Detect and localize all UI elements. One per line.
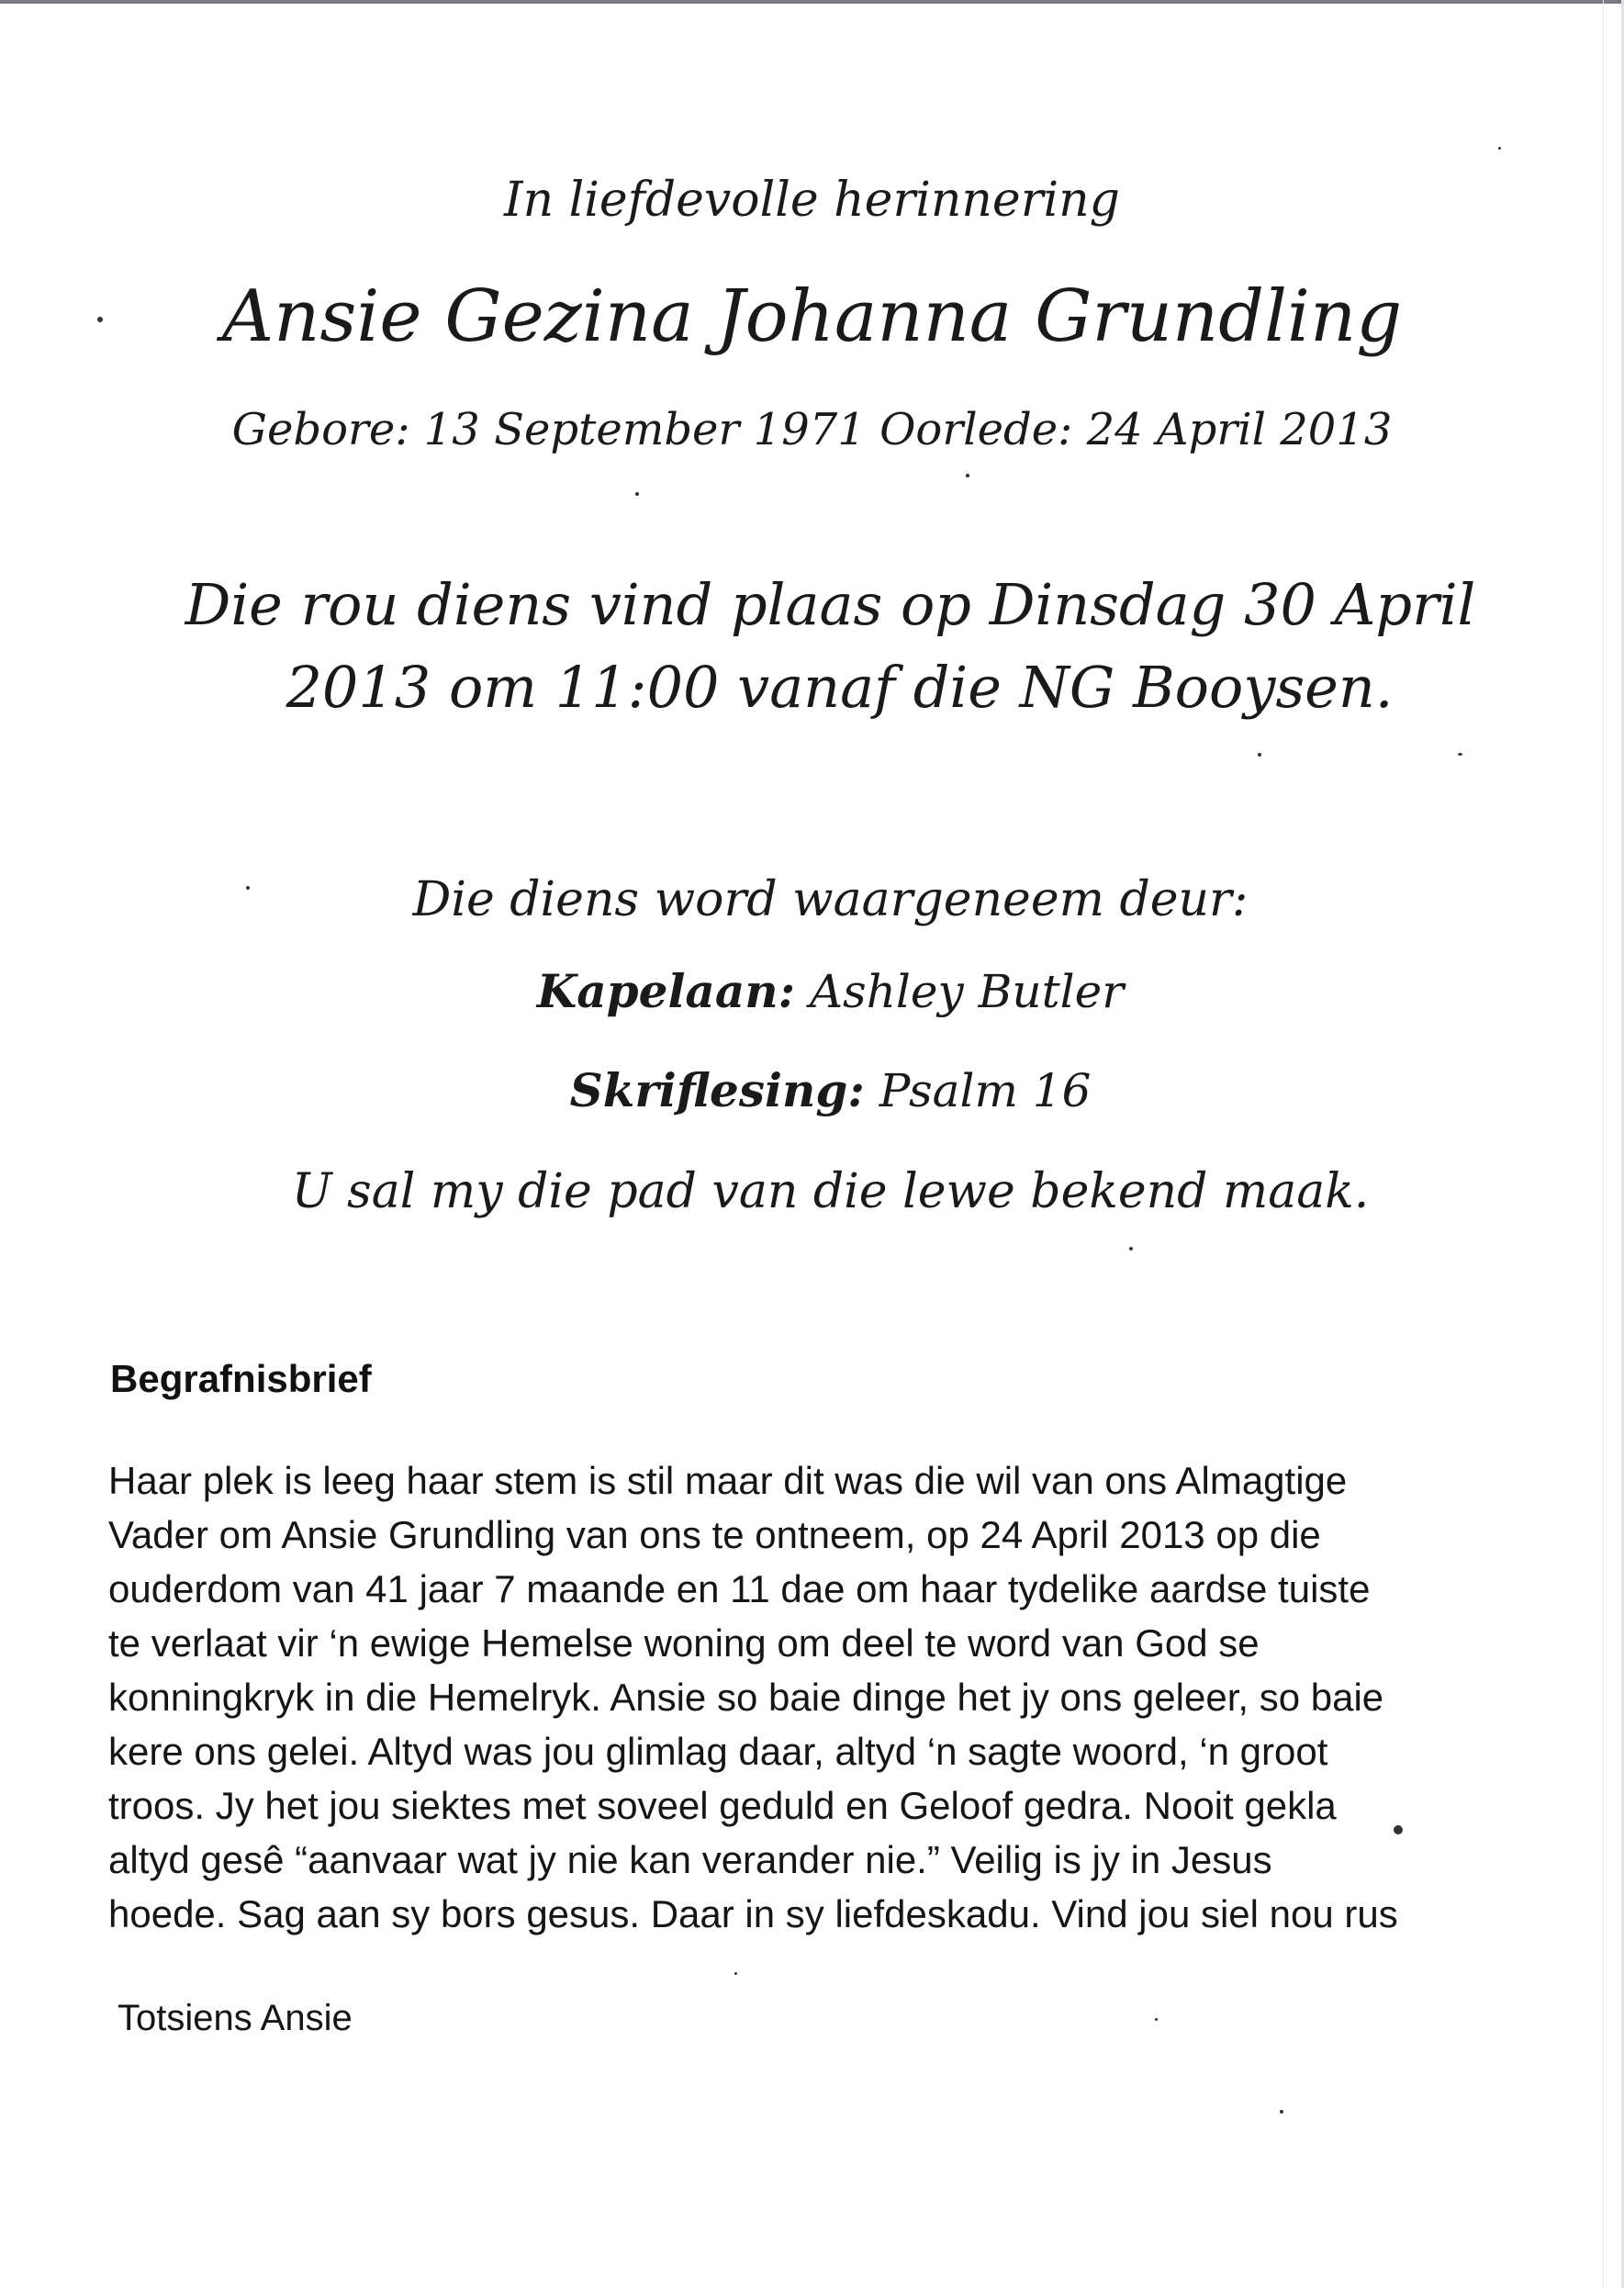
scan-speck bbox=[1129, 1247, 1133, 1251]
officiants-heading: Die diens word waargeneem deur: bbox=[412, 872, 1249, 927]
letter-line: te verlaat vir ‘n ewige Hemelse woning om deel te word van God se bbox=[108, 1621, 1260, 1665]
scripture-label: Skriflesing: bbox=[569, 1063, 865, 1117]
scripture-line bbox=[18, 1063, 1624, 1117]
scan-speck bbox=[1394, 1825, 1403, 1834]
scan-speck bbox=[97, 317, 103, 322]
scan-speck bbox=[1155, 2018, 1158, 2021]
scan-speck bbox=[635, 492, 639, 496]
scan-speck bbox=[1498, 147, 1501, 150]
scan-speck bbox=[734, 1972, 737, 1975]
scan-speck bbox=[1280, 2110, 1283, 2114]
letter-line: hoede. Sag aan sy bors gesus. Daar in sy liefdeskadu. Vind jou siel nou rus bbox=[108, 1892, 1398, 1935]
letter-title: Begrafnisbrief bbox=[110, 1357, 372, 1400]
letter-line: Haar plek is leeg haar stem is stil maar dit was die wil van ons Almagtige bbox=[108, 1459, 1348, 1502]
scan-speck bbox=[1458, 753, 1462, 756]
scan-edge-top bbox=[0, 0, 1624, 4]
letter-line: ouderdom van 41 jaar 7 maande en 11 dae om haar tydelike aardse tuiste bbox=[108, 1567, 1371, 1610]
scripture-reference: Psalm 16 bbox=[879, 1064, 1092, 1117]
letter-line: Vader om Ansie Grundling van ons te ontneem, op 24 April 2013 op die bbox=[108, 1513, 1321, 1556]
letter-signoff: Totsiens Ansie bbox=[118, 1998, 353, 2038]
letter-body bbox=[108, 1453, 1540, 1941]
deceased-name: Ansie Gezina Johanna Grundling bbox=[221, 275, 1403, 358]
letter-line: altyd gesê “aanvaar wat jy nie kan verander nie.” Veilig is jy in Jesus bbox=[108, 1838, 1272, 1881]
chaplain-name: Ashley Butler bbox=[809, 965, 1125, 1018]
birth-death-dates: Gebore: 13 September 1971 Oorlede: 24 April 2013 bbox=[231, 404, 1393, 455]
service-line-1: Die rou diens vind plaas op Dinsdag 30 April bbox=[185, 571, 1476, 638]
letter-line: konningkryk in die Hemelryk. Ansie so baie dinge het jy ons geleer, so baie bbox=[108, 1676, 1384, 1719]
chaplain-line bbox=[18, 964, 1624, 1018]
letter-line: kere ons gelei. Altyd was jou glimlag daar, altyd ‘n sagte woord, ‘n groot bbox=[108, 1730, 1328, 1773]
scan-speck bbox=[966, 474, 969, 477]
scan-speck bbox=[1258, 753, 1261, 757]
scripture-verse: U sal my die pad van die lewe bekend maak. bbox=[291, 1164, 1370, 1219]
memorial-intro: In liefdevolle herinnering bbox=[504, 173, 1120, 228]
service-line-2: 2013 om 11:00 vanaf die NG Booysen. bbox=[286, 654, 1394, 721]
chaplain-label: Kapelaan: bbox=[536, 964, 796, 1018]
letter-line: troos. Jy het jou siektes met soveel geduld en Geloof gedra. Nooit gekla bbox=[108, 1784, 1337, 1827]
scan-speck bbox=[246, 886, 250, 890]
